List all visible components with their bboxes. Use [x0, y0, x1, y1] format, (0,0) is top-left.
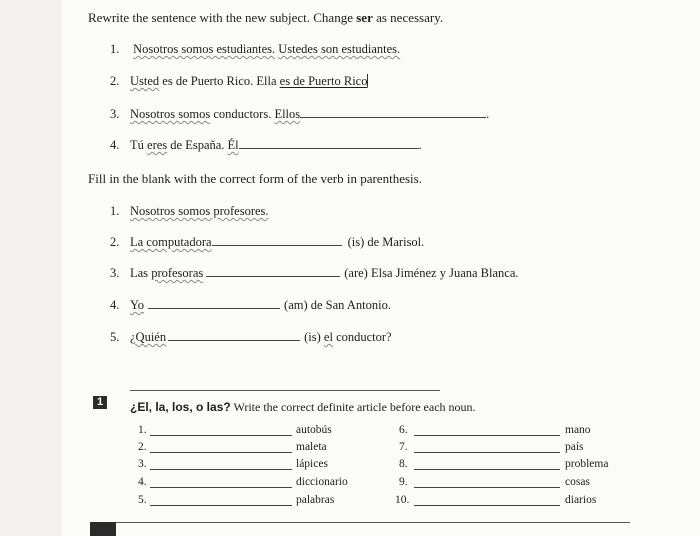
s2-item-3: 3. Las profesoras (are) Elsa Jiménez y Juana Blanca.	[110, 266, 519, 280]
ex-left-noun-3: lápices	[296, 458, 328, 470]
s1-item-4: 4. Tú eres de España. Él .	[110, 138, 422, 152]
s1-item-4-blank[interactable]	[239, 147, 419, 149]
ex-right-blank-8[interactable]	[414, 469, 560, 470]
s1-item-1: 1. Nosotros somos estudiantes. Ustedes son estudiantes.	[110, 42, 401, 56]
section1-instruction: Rewrite the sentence with the new subject. Change ser as necessary.	[88, 10, 444, 25]
ex-left-blank-5[interactable]	[150, 505, 292, 506]
exercise-title: ¿El, la, los, o las? Write the correct definite article before each noun.	[130, 400, 476, 414]
ex-right-num-6: 6.	[399, 424, 408, 436]
ex-right-noun-6: mano	[565, 424, 591, 436]
ex-right-num-7: 7.	[399, 441, 408, 453]
ex-right-noun-7: país	[565, 441, 584, 453]
ex-right-num-8: 8.	[399, 458, 408, 470]
s2-item-4: 4. Yo (am) de San Antonio.	[110, 298, 391, 312]
s2-item-4-blank[interactable]	[148, 307, 280, 309]
s2-item-5-blank[interactable]	[168, 339, 300, 341]
s1-item-3-blank[interactable]	[300, 116, 486, 118]
s1-item-3: 3. Nosotros somos conductors. Ellos .	[110, 107, 490, 121]
ex-right-blank-9[interactable]	[414, 487, 560, 488]
s1-item-2: 2. Usted es de Puerto Rico. Ella es de Puerto Rico	[110, 74, 368, 88]
ex-right-num-10: 10.	[395, 494, 410, 506]
exercise-bottom-rule	[116, 522, 630, 523]
section2-instruction: Fill in the blank with the correct form of the verb in parenthesis.	[88, 171, 422, 186]
ex-right-blank-6[interactable]	[414, 435, 560, 436]
s1-item-2-answer[interactable]: es de Puerto Rico	[279, 74, 368, 88]
ex-left-num-2: 2.	[138, 441, 147, 453]
s1-item-4-answer[interactable]: Él	[227, 138, 239, 152]
s2-item-2-blank[interactable]	[212, 244, 342, 246]
s1-item-3-answer[interactable]: Ellos	[274, 107, 301, 121]
s2-item-3-blank[interactable]	[206, 275, 340, 277]
ex-right-noun-8: problema	[565, 458, 609, 470]
ex-right-noun-10: diarios	[565, 494, 597, 506]
ex-right-num-9: 9.	[399, 476, 408, 488]
ex-left-blank-3[interactable]	[150, 469, 292, 470]
next-exercise-badge	[90, 522, 116, 536]
ex-left-noun-2: maleta	[296, 441, 327, 453]
ex-left-noun-5: palabras	[296, 494, 335, 506]
text-cursor	[367, 74, 368, 87]
ex-right-noun-9: cosas	[565, 476, 590, 488]
exercise-top-rule	[130, 390, 440, 391]
ex-left-blank-2[interactable]	[150, 452, 292, 453]
s2-item-2: 2. La computadora (is) de Marisol.	[110, 235, 425, 249]
ex-left-blank-4[interactable]	[150, 487, 292, 488]
s2-item-5: 5. ¿Quién (is) el conductor?	[110, 330, 392, 344]
ex-left-num-4: 4.	[138, 476, 147, 488]
ex-left-noun-4: diccionario	[296, 476, 348, 488]
ex-left-num-5: 5.	[138, 494, 147, 506]
ex-right-blank-7[interactable]	[414, 452, 560, 453]
exercise-number-badge: 1	[93, 396, 107, 409]
ex-left-num-1: 1.	[138, 424, 147, 436]
ex-left-num-3: 3.	[138, 458, 147, 470]
s2-item-1: 1. Nosotros somos profesores.	[110, 204, 269, 218]
ex-left-blank-1[interactable]	[150, 435, 292, 436]
ex-left-noun-1: autobús	[296, 424, 332, 436]
ex-right-blank-10[interactable]	[414, 505, 560, 506]
